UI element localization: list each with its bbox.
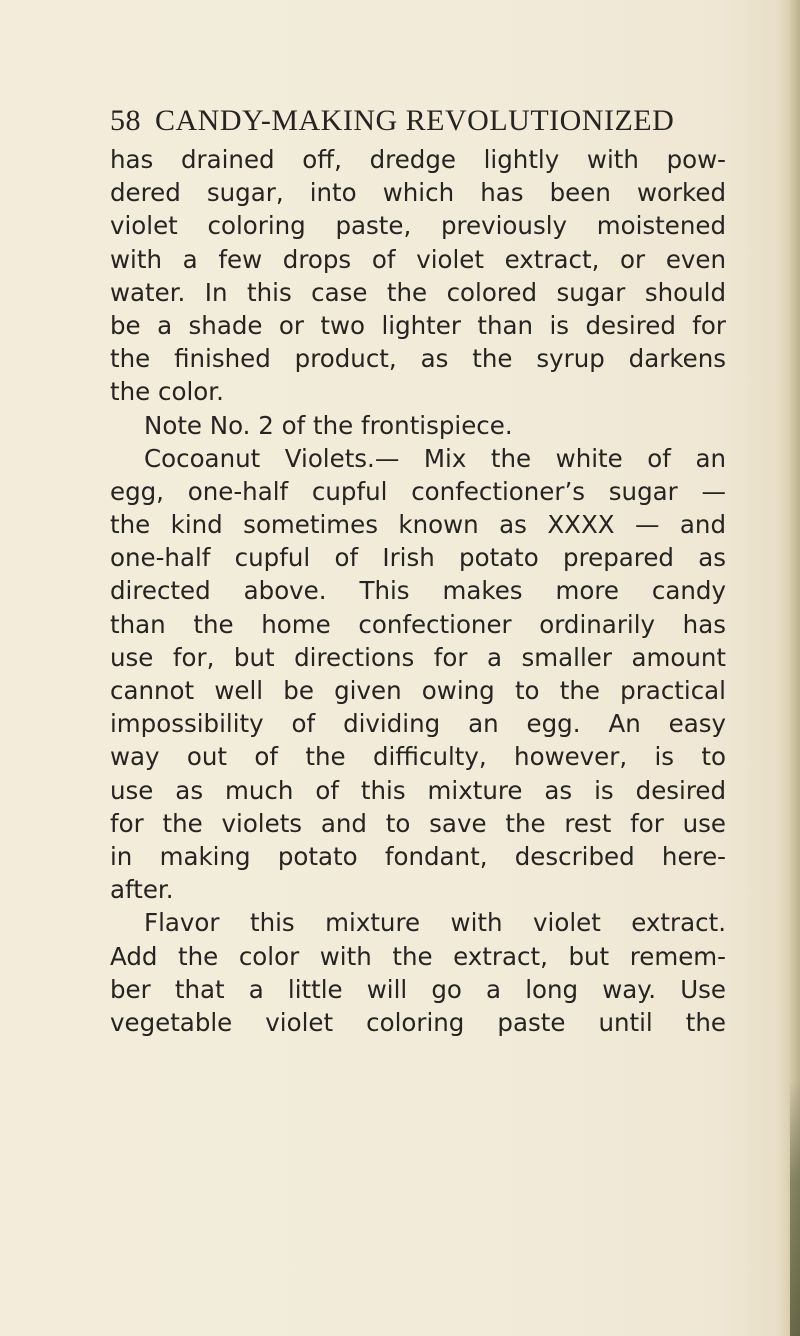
running-head	[110, 103, 730, 139]
text-line: has drained off, dredge lightly with pow-	[110, 145, 726, 174]
text-line: dered sugar, into which has been worked	[110, 178, 726, 208]
text-line: with a few drops of violet extract, or even	[110, 244, 726, 274]
page-edge-dark	[790, 1080, 800, 1336]
running-head-title: CANDY-MAKING REVOLUTIONIZED	[155, 104, 675, 137]
text-line: the finished product, as the syrup darkens	[110, 344, 726, 374]
text-line: in making potato fondant, described here-	[110, 841, 726, 871]
text-line: egg, one-half cupful confectioner’s sugar —	[110, 476, 726, 506]
text-line: way out of the difficulty, however, is to	[110, 742, 726, 772]
text-line: after.	[110, 875, 174, 905]
text-line: be a shade or two lighter than is desired for	[110, 310, 726, 340]
text-line: one-half cupful of Irish potato prepared as	[110, 543, 726, 573]
text-line: ber that a little will go a long way. Use	[110, 974, 726, 1004]
text-line: Note No. 2 of the frontispiece.	[144, 410, 513, 440]
text-line: the kind sometimes known as XXXX — and	[110, 510, 726, 540]
text-line: vegetable violet coloring paste until the	[110, 1007, 726, 1037]
text-line: for the violets and to save the rest for use	[110, 808, 726, 838]
page-number: 58	[110, 104, 141, 137]
text-line: the color.	[110, 377, 224, 407]
text-line: impossibility of dividing an egg. An easy	[110, 709, 726, 739]
text-line: violet coloring paste, previously moistened	[110, 211, 726, 241]
text-line: than the home confectioner ordinarily has	[110, 609, 726, 639]
text-line: Add the color with the extract, but remem-	[110, 941, 726, 971]
text-line: water. In this case the colored sugar should	[110, 277, 726, 307]
text-line: use as much of this mixture as is desired	[110, 775, 726, 805]
text-line: use for, but directions for a smaller amount	[110, 642, 726, 672]
text-line: Flavor this mixture with violet extract.	[144, 908, 726, 938]
body-text	[110, 143, 726, 1039]
text-line: cannot well be given owing to the practical	[110, 676, 726, 705]
text-line: Cocoanut Violets.— Mix the white of an	[144, 443, 726, 473]
text-line: directed above. This makes more candy	[110, 576, 726, 606]
